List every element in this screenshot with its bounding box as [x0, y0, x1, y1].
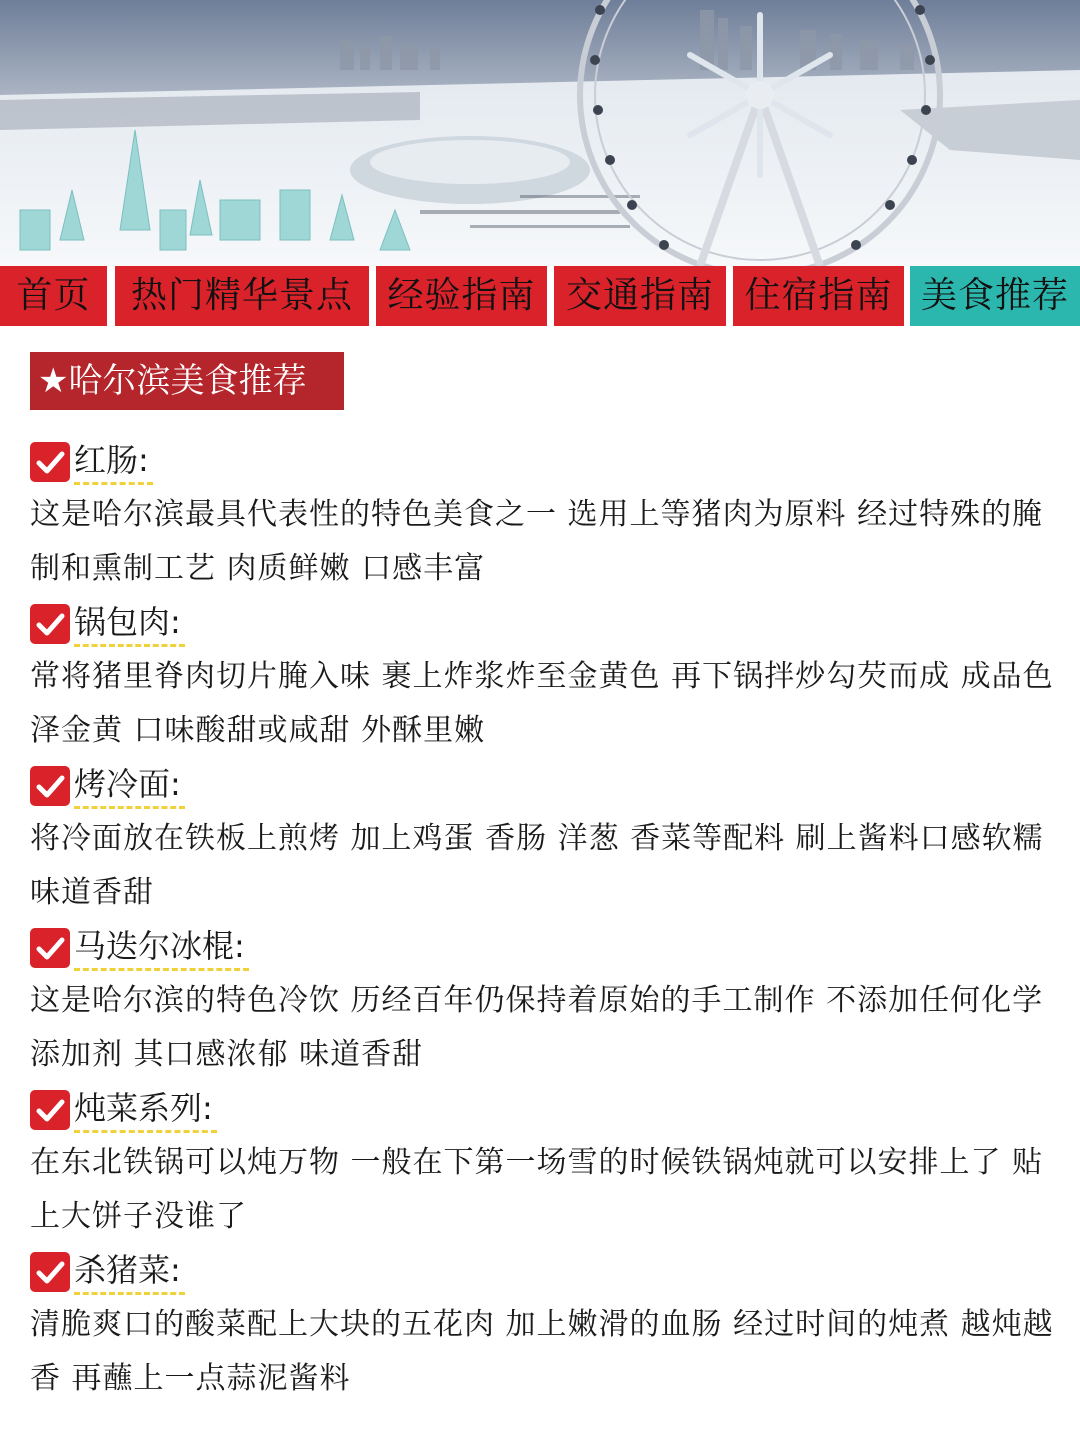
list-item: [30, 1084, 1060, 1246]
list-item: [30, 1246, 1060, 1408]
hero-ice-world-illustration: [0, 0, 1080, 266]
checkmark-icon: [30, 442, 70, 482]
food-description: 常将猪里脊肉切片腌入味 裹上炸浆炸至金黄色 再下锅拌炒勾芡而成 成品色泽金黄 口味酸甜或咸甜 外酥里嫩: [30, 659, 1054, 748]
food-list: [30, 436, 1060, 1408]
food-name: 烤冷面:: [74, 760, 185, 809]
checkmark-icon: [30, 1252, 70, 1292]
list-item: [30, 760, 1060, 922]
tab-home[interactable]: 首页: [0, 266, 107, 326]
food-description: 这是哈尔滨的特色冷饮 历经百年仍保持着原始的手工制作 不添加任何化学添加剂 其口感浓郁 味道香甜: [30, 983, 1044, 1072]
food-description: 将冷面放在铁板上煎烤 加上鸡蛋 香肠 洋葱 香菜等配料 刷上酱料口感软糯 味道香甜: [30, 821, 1044, 910]
food-description: 在东北铁锅可以炖万物 一般在下第一场雪的时候铁锅炖就可以安排上了 贴上大饼子没谁了: [30, 1145, 1044, 1234]
category-tab-bar: [0, 266, 1080, 326]
tab-popular-attractions[interactable]: 热门精华景点: [115, 266, 369, 326]
list-item: [30, 922, 1060, 1084]
list-item: [30, 436, 1060, 598]
food-name: 马迭尔冰棍:: [74, 922, 249, 971]
food-name: 杀猪菜:: [74, 1246, 185, 1295]
food-description: 清脆爽口的酸菜配上大块的五花肉 加上嫩滑的血肠 经过时间的炖煮 越炖越香 再蘸上一点蒜泥酱料: [30, 1307, 1054, 1396]
food-name: 锅包肉:: [74, 598, 185, 647]
section-heading: ★哈尔滨美食推荐: [30, 352, 344, 410]
tab-food-recommendations[interactable]: 美食推荐: [910, 266, 1080, 326]
tab-transport-guide[interactable]: 交通指南: [554, 266, 726, 326]
checkmark-icon: [30, 1090, 70, 1130]
list-item: [30, 598, 1060, 760]
checkmark-icon: [30, 604, 70, 644]
food-name: 红肠:: [74, 436, 153, 485]
tab-accommodation-guide[interactable]: 住宿指南: [733, 266, 904, 326]
food-description: 这是哈尔滨最具代表性的特色美食之一 选用上等猪肉为原料 经过特殊的腌制和熏制工艺 肉质鲜嫩 口感丰富: [30, 497, 1044, 586]
tab-experience-guide[interactable]: 经验指南: [376, 266, 547, 326]
checkmark-icon: [30, 928, 70, 968]
food-name: 炖菜系列:: [74, 1084, 217, 1133]
hero-photo: [0, 0, 1080, 266]
checkmark-icon: [30, 766, 70, 806]
